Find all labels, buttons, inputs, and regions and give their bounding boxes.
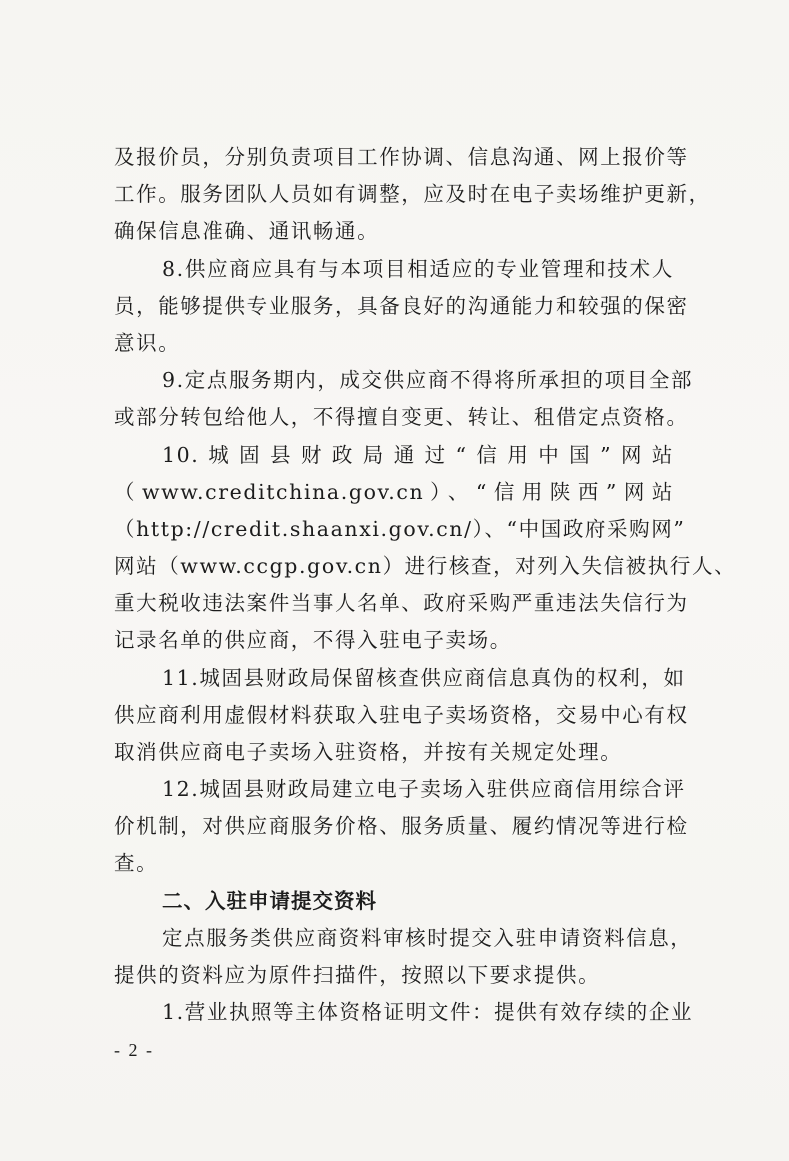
text-line: 价机制，对供应商服务价格、服务质量、履约情况等进行检 [114, 814, 689, 838]
text-line: 11.城固县财政局保留核查供应商信息真伪的权利，如 [162, 666, 686, 690]
text-line: 确保信息准确、通讯畅通。 [114, 219, 380, 243]
text-line: 定点服务类供应商资料审核时提交入驻申请资料信息， [162, 926, 693, 950]
text-line: 供应商利用虚假材料获取入驻电子卖场资格，交易中心有权 [114, 703, 689, 727]
section-heading: 二、入驻申请提交资料 [162, 889, 377, 913]
text-line: 取消供应商电子卖场入驻资格，并按有关规定处理。 [114, 740, 623, 764]
text-line: 8.供应商应具有与本项目相适应的专业管理和技术人 [162, 257, 674, 281]
text-line: 或部分转包给他人，不得擅自变更、转让、租借定点资格。 [114, 405, 689, 429]
text-line: 记录名单的供应商，不得入驻电子卖场。 [114, 628, 512, 652]
text-line: 意识。 [114, 331, 181, 355]
text-line: 网站（www.ccgp.gov.cn）进行核查，对列入失信被执行人、 [114, 554, 737, 578]
text-line: （http://credit.shaanxi.gov.cn/）、“中国政府采购网” [114, 517, 686, 541]
text-line: 及报价员，分别负责项目工作协调、信息沟通、网上报价等 [114, 145, 689, 169]
text-line: 1.营业执照等主体资格证明文件：提供有效存续的企业 [162, 1000, 694, 1024]
text-line: 查。 [114, 851, 159, 875]
text-line: 员，能够提供专业服务，具备良好的沟通能力和较强的保密 [114, 294, 689, 318]
text-line: 12.城固县财政局建立电子卖场入驻供应商信用综合评 [162, 777, 686, 801]
text-line: 9.定点服务期内，成交供应商不得将所承担的项目全部 [162, 368, 694, 392]
text-line: 重大税收违法案件当事人名单、政府采购严重违法失信行为 [114, 591, 689, 615]
text-line: （www.creditchina.gov.cn）、“信用陕西”网站 [114, 480, 674, 504]
text-line: 提供的资料应为原件扫描件，按照以下要求提供。 [114, 963, 601, 987]
text-line: 10.城固县财政局通过“信用中国”网站 [162, 443, 674, 467]
text-line: 工作。服务团队人员如有调整，应及时在电子卖场维护更新， [114, 182, 711, 206]
page-number: - 2 - [114, 1040, 154, 1060]
